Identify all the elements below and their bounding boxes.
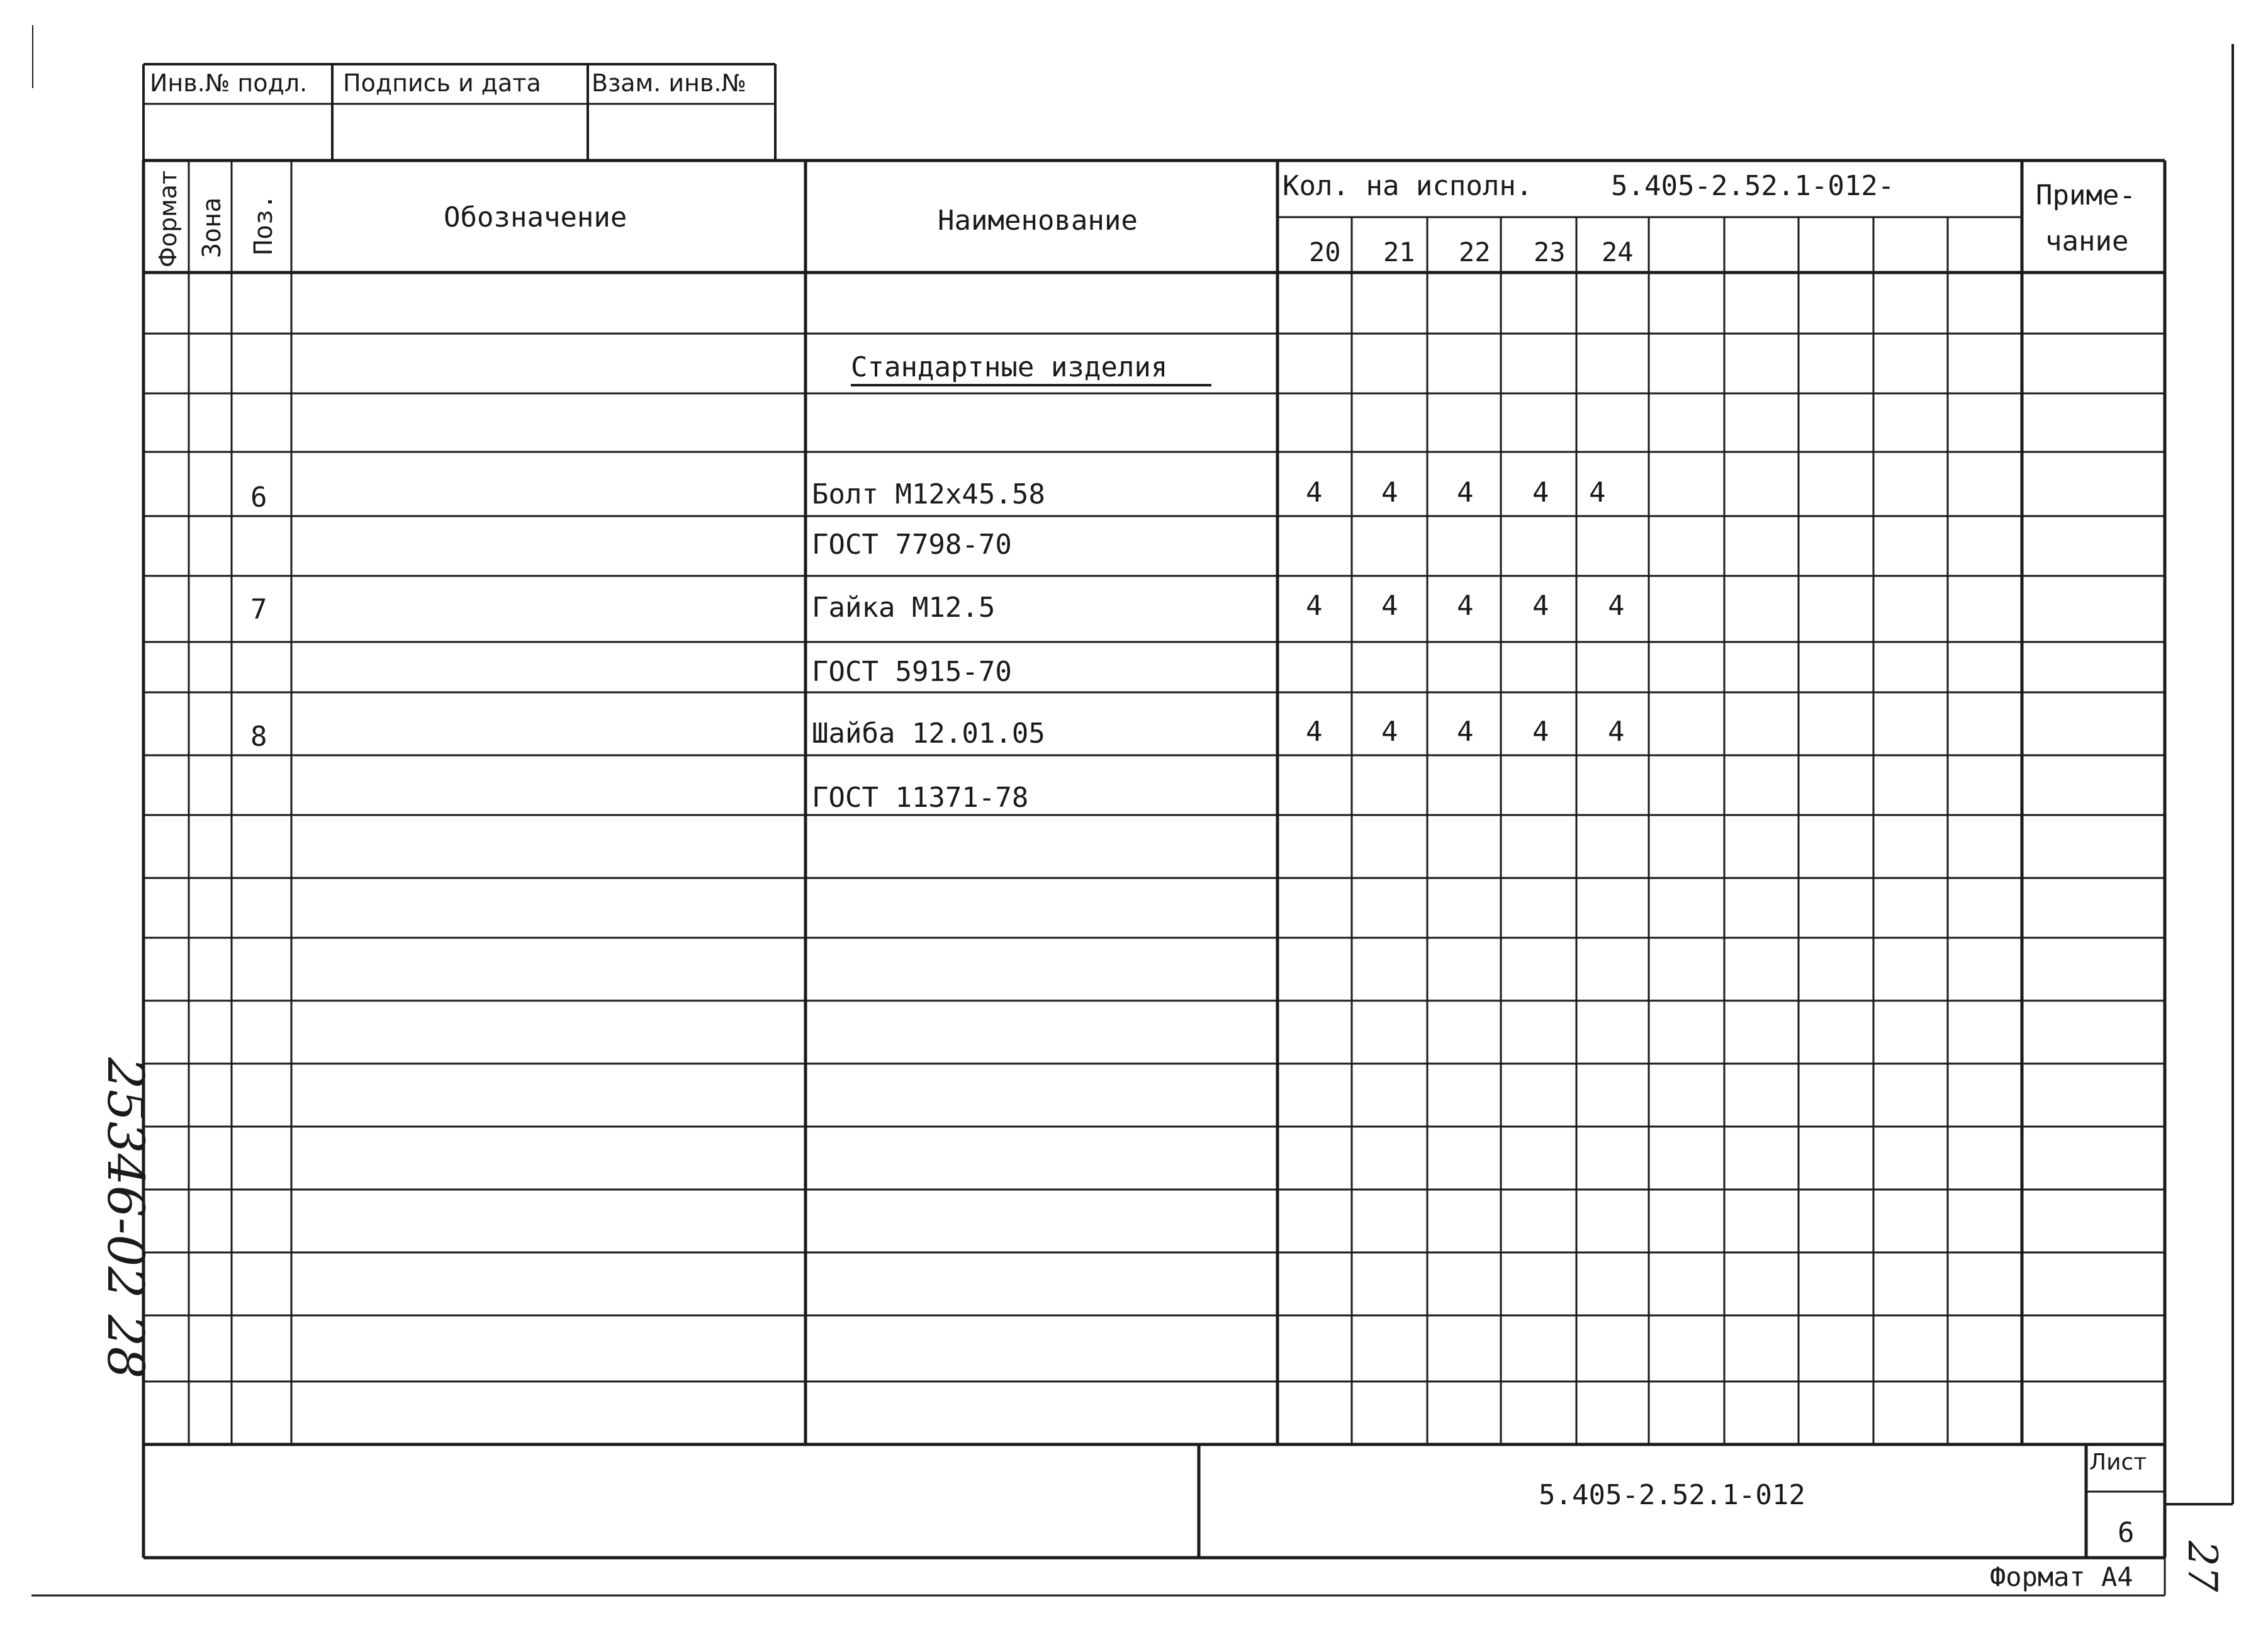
table-row bbox=[250, 590, 1625, 626]
table-row bbox=[812, 529, 1012, 561]
variant-header: 20 bbox=[1309, 237, 1341, 267]
page-number: 27 bbox=[2179, 1541, 2225, 1592]
variant-header: 23 bbox=[1534, 237, 1566, 267]
row-qty: 4 bbox=[1532, 590, 1549, 622]
row-name: Болт М12х45.58 bbox=[812, 478, 1045, 510]
side-handwritten-number: 25346-02 28 bbox=[96, 1057, 155, 1379]
header-format: Формат bbox=[154, 170, 182, 267]
variant-headers bbox=[1309, 237, 1634, 267]
row-poz: 8 bbox=[250, 721, 267, 753]
row-name: Шайба 12.01.05 bbox=[812, 717, 1045, 750]
header-prime-2: чание bbox=[2045, 225, 2129, 257]
row-name: Гайка М12.5 bbox=[812, 592, 996, 624]
row-qty: 4 bbox=[1589, 476, 1606, 509]
row-qty: 4 bbox=[1457, 716, 1474, 748]
row-qty: 4 bbox=[1306, 716, 1323, 748]
row-poz: 7 bbox=[250, 593, 267, 626]
row-qty: 4 bbox=[1457, 476, 1474, 509]
row-name: ГОСТ 11371-78 bbox=[812, 782, 1029, 814]
row-qty: 4 bbox=[1306, 590, 1323, 622]
header-oboznachenie: Обозначение bbox=[444, 201, 627, 233]
list-number: 6 bbox=[2118, 1517, 2135, 1549]
header-poz: Поз. bbox=[249, 194, 278, 255]
row-lines bbox=[143, 334, 2165, 1381]
row-qty: 4 bbox=[1381, 716, 1398, 748]
row-qty: 4 bbox=[1532, 716, 1549, 748]
row-qty: 4 bbox=[1381, 476, 1398, 509]
header-naimenovanie: Наименование bbox=[938, 205, 1138, 237]
row-qty: 4 bbox=[1457, 590, 1474, 622]
stamp-podpis-data: Подпись и дата bbox=[343, 69, 541, 97]
row-poz: 6 bbox=[250, 481, 267, 514]
header-prime-1: Приме- bbox=[2036, 179, 2136, 211]
variant-header: 24 bbox=[1602, 237, 1634, 267]
doc-code: 5.405-2.52.1-012 bbox=[1539, 1479, 1805, 1511]
variant-header: 22 bbox=[1459, 237, 1491, 267]
table-row bbox=[250, 476, 1606, 514]
variant-header: 21 bbox=[1383, 237, 1415, 267]
format-label: Формат А4 bbox=[1990, 1561, 2133, 1592]
table-row bbox=[250, 716, 1625, 753]
row-name: ГОСТ 5915-70 bbox=[812, 656, 1012, 688]
header-kol-label: Кол. на исполн. bbox=[1283, 170, 1533, 202]
table-row bbox=[812, 782, 1028, 814]
row-name: ГОСТ 7798-70 bbox=[812, 529, 1012, 561]
stamp-vzam-inv: Взам. инв.№ bbox=[592, 69, 746, 97]
row-qty: 4 bbox=[1381, 590, 1398, 622]
table-row bbox=[812, 656, 1012, 688]
stamp-inv-podl: Инв.№ подл. bbox=[150, 69, 308, 97]
frame-lines bbox=[31, 25, 2233, 1595]
header-zona: Зона bbox=[198, 197, 227, 258]
row-qty: 4 bbox=[1608, 716, 1625, 748]
list-label: Лист bbox=[2089, 1449, 2147, 1475]
header-kol-code: 5.405-2.52.1-012- bbox=[1611, 170, 1895, 202]
row-qty: 4 bbox=[1306, 476, 1323, 509]
row-qty: 4 bbox=[1532, 476, 1549, 509]
section-title: Стандартные изделия bbox=[851, 351, 1168, 383]
row-qty: 4 bbox=[1608, 590, 1625, 622]
